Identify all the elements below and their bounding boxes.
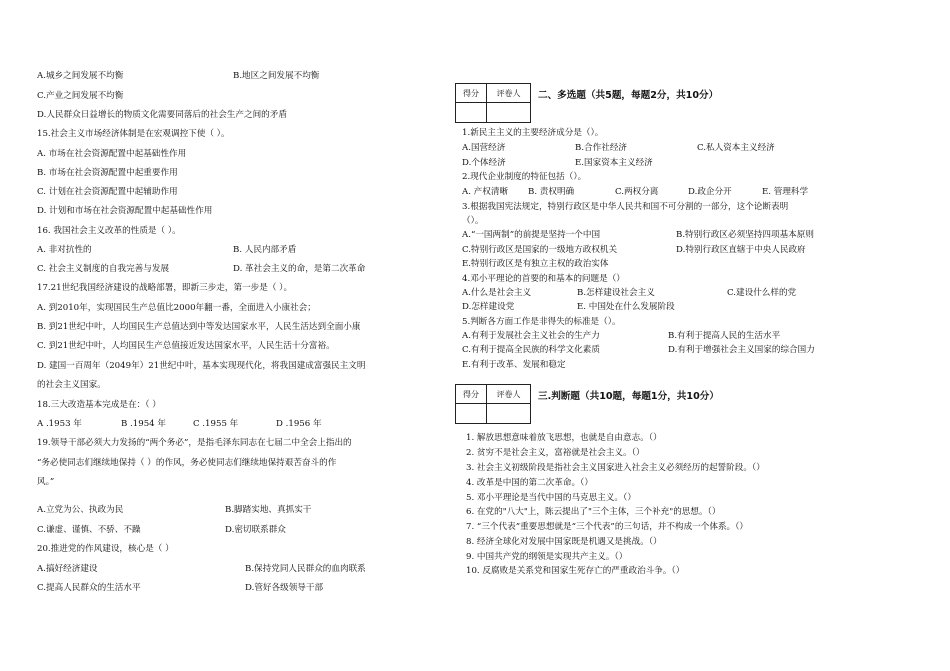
mq3-stem-cont: （）。 <box>462 216 484 226</box>
tf-item: 4. 改革是中国的第二次革命。（） <box>466 478 593 488</box>
tf-item: 1. 解放思想意味着放飞思想，也就是自由意志。（） <box>466 433 662 443</box>
score-label: 得分 <box>463 89 479 98</box>
mq3-option-b: B.特别行政区必须坚持四项基本原则 <box>676 230 814 240</box>
mq2-stem: 2.现代企业制度的特征包括（）。 <box>462 172 587 182</box>
mq4-option-e: E. 中国处在什么发展阶段 <box>577 302 675 312</box>
mq5-option-c: C.有利于提高全民族的科学文化素质 <box>462 345 600 355</box>
q18-stem: 18.三大改造基本完成是在：（ ） <box>37 400 161 410</box>
mq2-option-b: B. 责权明确 <box>528 187 575 197</box>
q18-option-b: B .1954 年 <box>121 419 166 429</box>
grader-label: 评卷人 <box>496 89 521 98</box>
mq5-option-e: E.有利于改革、发展和稳定 <box>462 360 566 370</box>
q20-option-d: D.管好各级领导干部 <box>245 583 324 593</box>
q19-option-a: A.立党为公、执政为民 <box>37 505 124 515</box>
mq1-option-b: B.合作社经济 <box>575 143 628 153</box>
tf-item: 9. 中国共产党的纲领是实现共产主义。（） <box>466 552 628 562</box>
q17-option-a: A. 到2010年，实现国民生产总值比2000年翻一番，全面进入小康社会； <box>37 303 316 313</box>
mq3-option-c: C.特别行政区是国家的一级地方政权机关 <box>462 245 618 255</box>
score-box <box>455 384 531 424</box>
q17-option-c: C. 到21世纪中叶，人均国民生产总值接近发达国家水平，人民生活十分富裕。 <box>37 341 335 351</box>
mq3-option-e: E.特别行政区是有独立主权的政治实体 <box>462 259 609 269</box>
q14-option-d: D.人民群众日益增长的物质文化需要同落后的社会生产之间的矛盾 <box>37 110 287 120</box>
mq1-option-e: E.国家资本主义经济 <box>575 158 653 168</box>
q18-option-d: D .1956 年 <box>276 419 322 429</box>
q20-option-c: C.提高人民群众的生活水平 <box>37 583 141 593</box>
q20-option-a: A.搞好经济建设 <box>37 564 98 574</box>
q17-option-d: D. 建国一百周年（2049年）21世纪中叶，基本实现现代化，将我国建成富强民主文明 <box>37 361 366 371</box>
mq2-option-a: A. 产权清晰 <box>462 187 509 197</box>
mq1-stem: 1.新民主主义的主要经济成分是（）。 <box>462 128 604 138</box>
q19-option-b: B.脚踏实地、真抓实干 <box>225 505 312 515</box>
mq3-option-d: D.特别行政区直辖于中央人民政府 <box>676 245 806 255</box>
q16-option-c: C. 社会主义制度的自我完善与发展 <box>37 264 170 274</box>
q19-option-c: C.谦虚、谨慎、不骄、不躁 <box>37 525 141 535</box>
section-2-title: 二、多选题（共5题，每题2分，共10分） <box>538 90 719 101</box>
score-label: 得分 <box>463 390 479 399</box>
mq1-option-c: C.私人资本主义经济 <box>697 143 775 153</box>
tf-item: 7. “三个代表”重要思想就是“三个代表”的三句话，并不构成一个体系。（） <box>466 522 749 532</box>
q15-option-c: C. 计划在社会资源配置中起辅助作用 <box>37 187 178 197</box>
q14-option-a: A.城乡之间发展不均衡 <box>37 71 124 81</box>
q18-option-a: A .1953 年 <box>37 419 82 429</box>
mq5-option-b: B.有利于提高人民的生活水平 <box>668 331 781 341</box>
q17-option-b: B. 到21世纪中叶，人均国民生产总值达到中等发达国家水平，人民生活达到全面小康 <box>37 322 361 332</box>
q17-stem: 17.21世纪我国经济建设的战略部署，即新三步走，第一步是（ ）。 <box>37 283 293 293</box>
mq5-option-d: D.有利于增强社会主义国家的综合国力 <box>668 345 815 355</box>
q14-option-c: C.产业之间发展不均衡 <box>37 91 124 101</box>
q16-option-a: A. 非对抗性的 <box>37 245 92 255</box>
tf-item: 8. 经济全球化对发展中国家既是机遇又是挑战。（） <box>466 537 662 547</box>
q19-stem-cont: “务必使同志们继续地保持（ ）的作风，务必使同志们继续地保持艰苦奋斗的作 <box>37 458 337 468</box>
mq3-stem: 3.根据我国宪法规定，特别行政区是中华人民共和国不可分割的一部分，这个论断表明 <box>462 202 789 212</box>
mq1-option-a: A.国营经济 <box>462 143 506 153</box>
mq4-option-a: A.什么是社会主义 <box>462 288 532 298</box>
tf-item: 10. 反腐败是关系党和国家生死存亡的严重政治斗争。（） <box>466 566 685 576</box>
section-3-title: 三.判断题（共10题，每题1分，共10分） <box>538 391 719 402</box>
mq2-option-e: E. 管理科学 <box>762 187 809 197</box>
q14-option-b: B.地区之间发展不均衡 <box>233 71 320 81</box>
q20-stem: 20.推进党的作风建设，核心是（ ） <box>37 544 174 554</box>
mq1-option-d: D.个体经济 <box>462 158 506 168</box>
q19-option-d: D.密切联系群众 <box>225 525 286 535</box>
mq4-option-b: B.怎样建设社会主义 <box>577 288 655 298</box>
q15-option-a: A. 市场在社会资源配置中起基础性作用 <box>37 149 187 159</box>
tf-item: 6. 在党的"八大"上，陈云提出了"三个主体，三个补充"的思想。（） <box>466 507 721 517</box>
mq3-option-a: A.“一国两制”的前提是坚持一个中国 <box>462 230 601 240</box>
mq5-option-a: A.有利于发展社会主义社会的生产力 <box>462 331 600 341</box>
q16-option-d: D. 革社会主义的命，是第二次革命 <box>233 264 366 274</box>
mq4-option-c: C.建设什么样的党 <box>727 288 797 298</box>
q16-stem: 16. 我国社会主义改革的性质是（ ）。 <box>37 226 181 236</box>
q16-option-b: B. 人民内部矛盾 <box>233 245 297 255</box>
mq4-stem: 4.邓小平理论的首要的和基本的问题是（） <box>462 274 625 284</box>
mq2-option-d: D.政企分开 <box>688 187 732 197</box>
grader-label: 评卷人 <box>496 390 521 399</box>
q15-option-d: D. 计划和市场在社会资源配置中起基础性作用 <box>37 206 213 216</box>
mq2-option-c: C.两权分离 <box>615 187 659 197</box>
q17-option-d-cont: 的社会主义国家。 <box>37 380 106 390</box>
q19-stem: 19.领导干部必须大力发扬的“两个务必”，是指毛泽东同志在七届二中全会上指出的 <box>37 438 352 448</box>
q15-stem: 15.社会主义市场经济体制是在宏观调控下使（ ）。 <box>37 129 230 139</box>
tf-item: 3. 社会主义初级阶段是指社会主义国家进入社会主义必须经历的起誓阶段。（） <box>466 463 765 473</box>
mq5-stem: 5.判断各方面工作是非得失的标准是（）。 <box>462 317 621 327</box>
q15-option-b: B. 市场在社会资源配置中起重要作用 <box>37 168 178 178</box>
score-box <box>455 83 531 123</box>
mq4-option-d: D.怎样建设党 <box>462 302 515 312</box>
tf-item: 2. 贫穷不是社会主义，富裕就是社会主义。（） <box>466 448 645 458</box>
q18-option-c: C .1955 年 <box>193 419 239 429</box>
q19-stem-end: 风。” <box>37 477 55 487</box>
tf-item: 5. 邓小平理论是当代中国的马克思主义。（） <box>466 493 636 503</box>
q20-option-b: B.保持党同人民群众的血肉联系 <box>245 564 366 574</box>
